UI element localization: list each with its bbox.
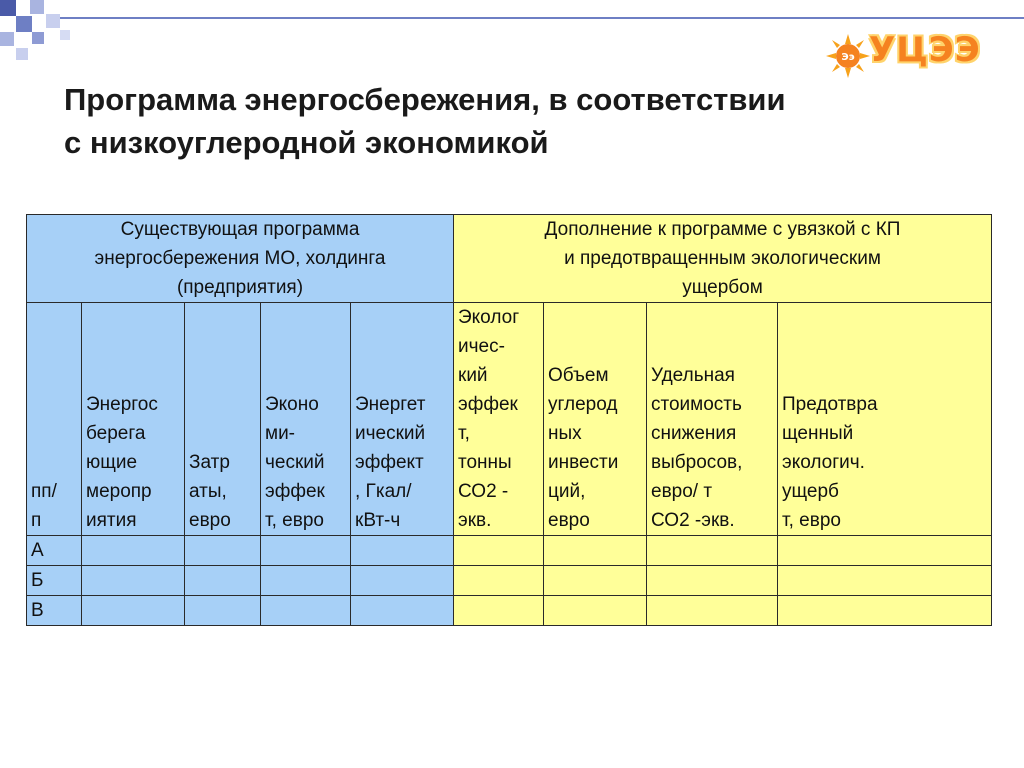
table-cell [351, 536, 454, 566]
table-row [27, 596, 992, 626]
sun-logo-icon [826, 34, 870, 78]
energy-program-table [26, 214, 992, 626]
slide-title [64, 78, 984, 164]
row-label: Б [27, 566, 82, 596]
table-cell [778, 596, 992, 626]
table-cell [647, 536, 778, 566]
table-cell [454, 596, 544, 626]
table-cell [82, 596, 185, 626]
table-cell [82, 566, 185, 596]
slide-title-line-2: с низкоуглеродной экономикой [64, 125, 549, 160]
table-cell [544, 566, 647, 596]
table-cell [351, 596, 454, 626]
table-cell [185, 596, 261, 626]
table-row [27, 566, 992, 596]
company-logo: Ээ УЦЭЭ [826, 28, 1016, 88]
column-header-economic-effect: Эконо ми- ческий эффек т, евро [261, 303, 351, 536]
program-addition-header: Дополнение к программе с увязкой с КП и предотвращенным экологическим ущербом [454, 215, 992, 303]
column-header-measures: Энергос берега ющие меропр иятия [82, 303, 185, 536]
table-cell [261, 596, 351, 626]
table-cell [544, 596, 647, 626]
table-cell [351, 566, 454, 596]
column-header-ecological-effect: Эколог ичес- кий эффек т, тонны СО2 - экв. [454, 303, 544, 536]
table-cell [454, 536, 544, 566]
table-cell [261, 536, 351, 566]
top-divider-line [60, 17, 1024, 19]
column-header-carbon-investment: Объем углерод ных инвести ций, евро [544, 303, 647, 536]
table-cell [185, 536, 261, 566]
slide-title-line-1: Программа энергосбережения, в соответствии [64, 82, 786, 117]
column-header-costs: Затр аты, евро [185, 303, 261, 536]
table-cell [647, 566, 778, 596]
corner-decoration [0, 0, 80, 70]
table-cell [778, 536, 992, 566]
column-header-prevented-damage: Предотвра щенный экологич. ущерб т, евро [778, 303, 992, 536]
svg-text:Ээ: Ээ [841, 52, 855, 63]
column-header-number: пп/ п [27, 303, 82, 536]
row-label: А [27, 536, 82, 566]
table-cell [261, 566, 351, 596]
existing-program-header: Существующая программа энергосбережения МО, холдинга (предприятия) [27, 215, 454, 303]
table-cell [647, 596, 778, 626]
column-header-energy-effect: Энергет ический эффект , Гкал/ кВт-ч [351, 303, 454, 536]
row-label: В [27, 596, 82, 626]
table-cell [454, 566, 544, 596]
table-row [27, 536, 992, 566]
table-cell [544, 536, 647, 566]
table-cell [185, 566, 261, 596]
column-header-unit-cost: Удельная стоимость снижения выбросов, евро/ т СО2 -экв. [647, 303, 778, 536]
table-cell [778, 566, 992, 596]
table-cell [82, 536, 185, 566]
